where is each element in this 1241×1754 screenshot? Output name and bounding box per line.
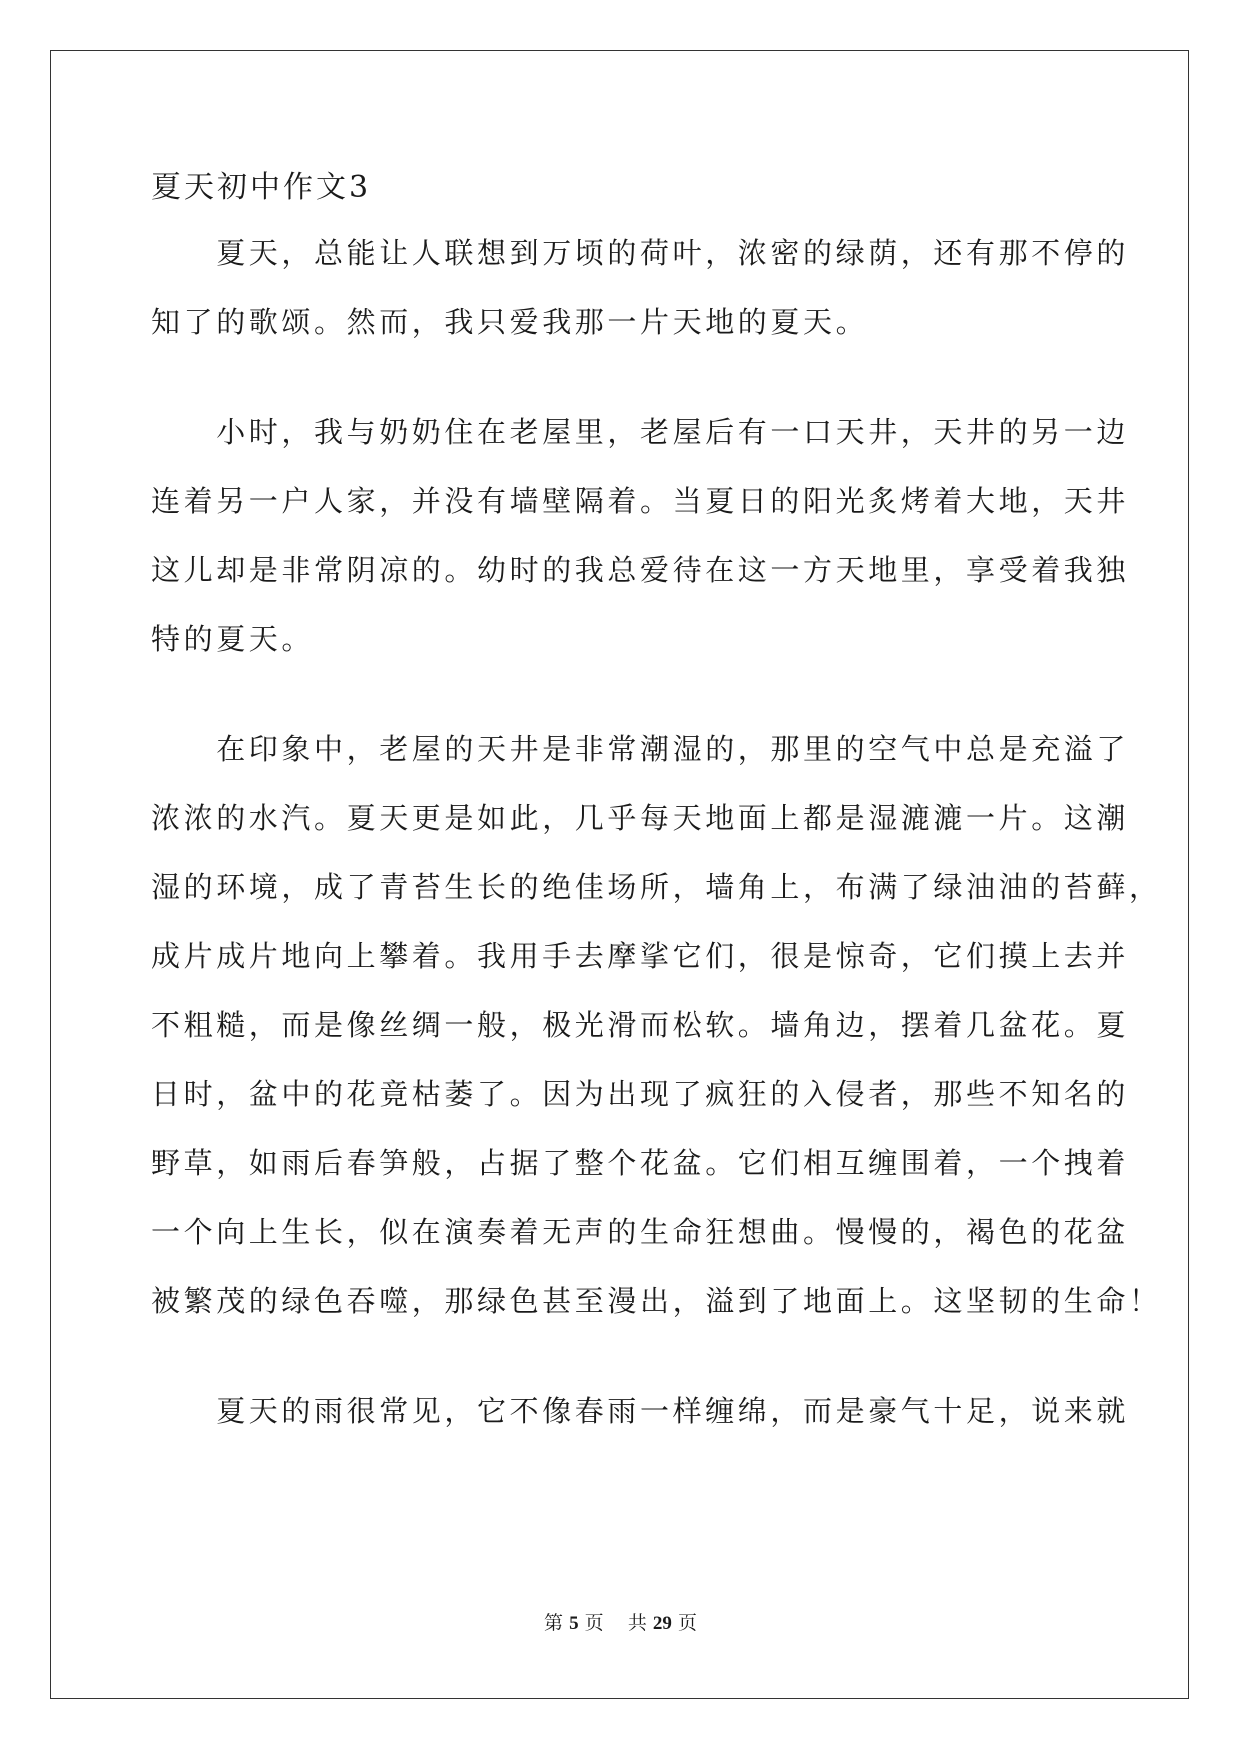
document-title: 夏天初中作文3	[151, 170, 372, 205]
body-line: 日时，盆中的花竟枯萎了。因为出现了疯狂的入侵者，那些不知名的	[151, 1077, 1130, 1111]
body-line: 不粗糙，而是像丝绸一般，极光滑而松软。墙角边，摆着几盆花。夏	[151, 1008, 1130, 1042]
body-line: 小时，我与奶奶住在老屋里，老屋后有一口天井，天井的另一边	[151, 415, 1130, 449]
body-line: 连着另一户人家，并没有墙壁隔着。当夏日的阳光炙烤着大地，天井	[151, 484, 1130, 518]
body-line: 特的夏天。	[151, 622, 315, 656]
footer-prefix: 第	[544, 1612, 564, 1634]
body-line: 被繁茂的绿色吞噬，那绿色甚至漫出，溢到了地面上。这坚韧的生命！	[151, 1284, 1162, 1318]
body-line: 夏天，总能让人联想到万顷的荷叶，浓密的绿荫，还有那不停的	[151, 236, 1130, 270]
body-line: 野草，如雨后春笋般，占据了整个花盆。它们相互缠围着，一个拽着	[151, 1146, 1130, 1180]
body-line: 成片成片地向上攀着。我用手去摩挲它们，很是惊奇，它们摸上去并	[151, 939, 1130, 973]
body-line: 在印象中，老屋的天井是非常潮湿的，那里的空气中总是充溢了	[151, 732, 1130, 766]
body-line: 夏天的雨很常见，它不像春雨一样缠绵，而是豪气十足，说来就	[151, 1394, 1130, 1428]
body-line: 知了的歌颂。然而，我只爱我那一片天地的夏天。	[151, 305, 869, 339]
body-line: 这儿却是非常阴凉的。幼时的我总爱待在这一方天地里，享受着我独	[151, 553, 1130, 587]
total-pages-number: 29	[652, 1613, 672, 1634]
footer-total-unit: 页	[677, 1612, 697, 1634]
body-line: 一个向上生长，似在演奏着无声的生命狂想曲。慢慢的，褐色的花盆	[151, 1215, 1130, 1249]
body-line: 浓浓的水汽。夏天更是如此，几乎每天地面上都是湿漉漉一片。这潮	[151, 801, 1130, 835]
current-page-number: 5	[569, 1613, 579, 1634]
page-footer	[0, 1611, 1241, 1636]
footer-total-prefix: 共	[627, 1612, 647, 1634]
body-line: 湿的环境，成了青苔生长的绝佳场所，墙角上，布满了绿油油的苔藓，	[151, 870, 1162, 904]
footer-page-unit: 页	[584, 1612, 604, 1634]
